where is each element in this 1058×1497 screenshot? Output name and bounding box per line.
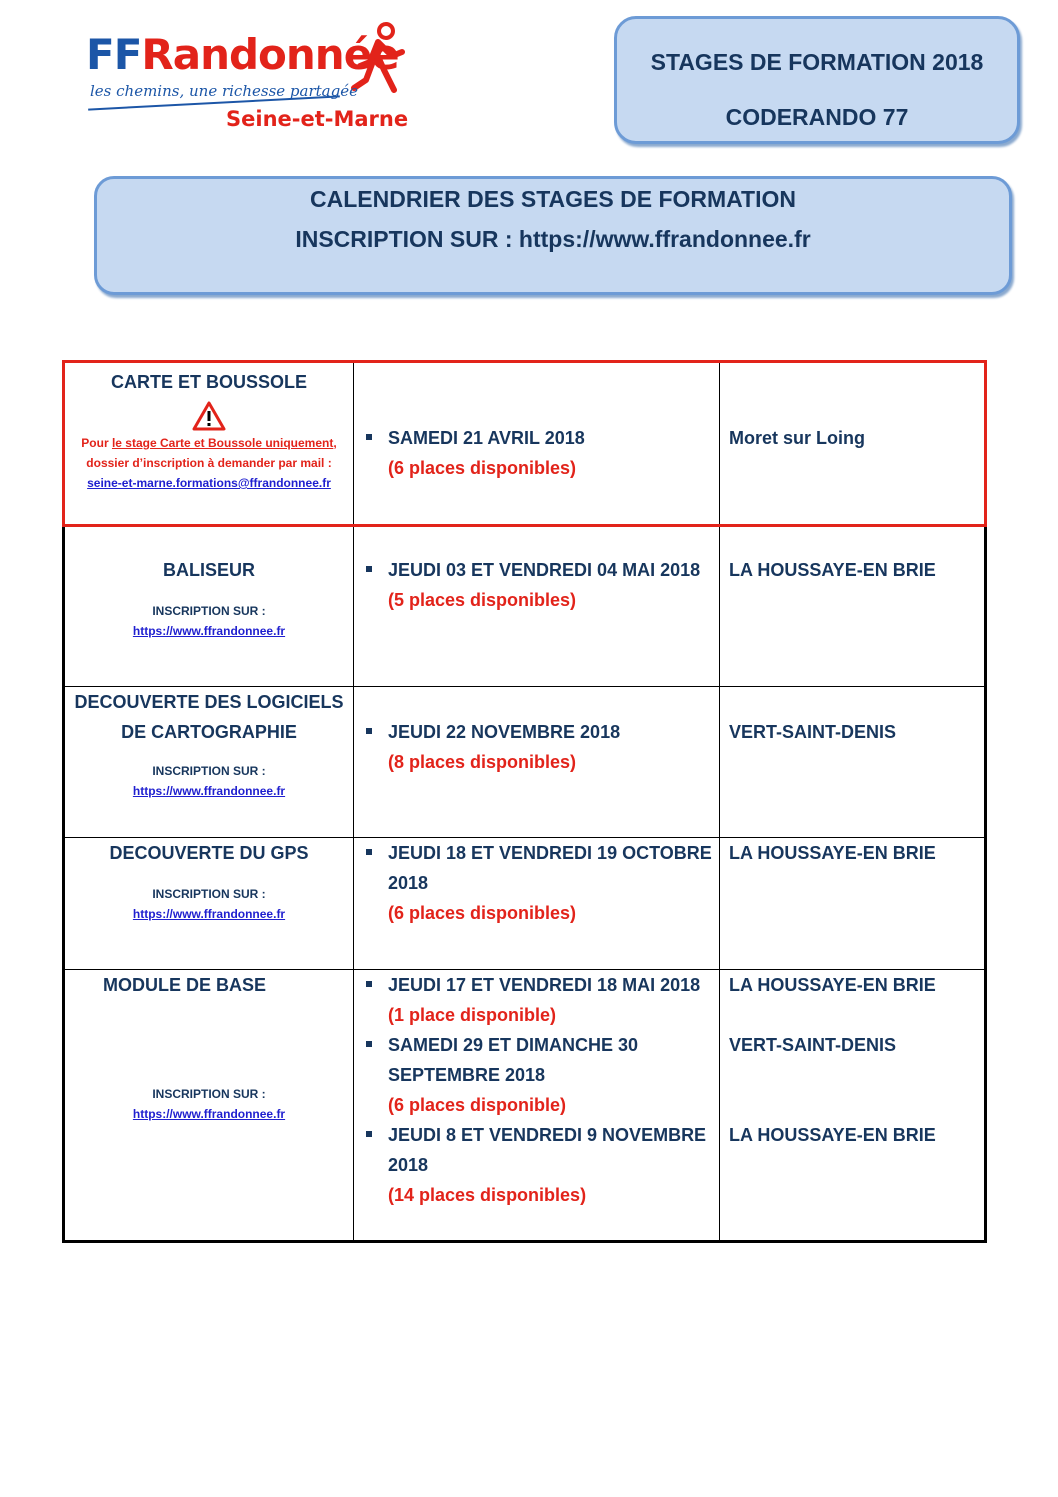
dates-cell [354, 970, 720, 1242]
session-item [364, 423, 718, 483]
session-item [364, 970, 718, 1030]
course-title-line-2: DE CARTOGRAPHIE [121, 722, 297, 742]
training-calendar-table [62, 360, 987, 1243]
course-title: CARTE ET BOUSSOLE [110, 372, 307, 392]
calendar-inscription: INSCRIPTION SUR : https://www.ffrandonnee.fr [295, 226, 811, 252]
session-date: JEUDI 22 NOVEMBRE 2018 [388, 722, 621, 742]
location-cell [720, 526, 986, 687]
table-row [64, 362, 986, 526]
dates-cell [354, 526, 720, 687]
table-row [64, 526, 986, 687]
note-prefix: Pour [81, 436, 112, 450]
session-date-line-1: JEUDI 8 ET VENDREDI 9 NOVEMBRE [388, 1125, 707, 1145]
session-date: JEUDI 03 ET VENDREDI 04 MAI 2018 [388, 560, 701, 580]
session-date: SAMEDI 21 AVRIL 2018 [388, 428, 585, 448]
course-cell [64, 970, 354, 1242]
session-location: Moret sur Loing [729, 428, 865, 448]
dates-cell [354, 362, 720, 526]
location-cell [720, 970, 986, 1242]
location-cell [720, 838, 986, 970]
inscription-label: INSCRIPTION SUR : [152, 604, 266, 618]
course-cell [64, 838, 354, 970]
session-date-line-1: SAMEDI 29 ET DIMANCHE 30 [388, 1035, 639, 1055]
stages-header-box [614, 16, 1020, 144]
session-places: (6 places disponible) [388, 1095, 567, 1115]
location-cell [720, 687, 986, 838]
session-item [364, 1030, 718, 1120]
ffrandonnee-logo [86, 22, 409, 132]
inscription-link[interactable]: https://www.ffrandonnee.fr [132, 907, 286, 921]
course-cell [64, 362, 354, 526]
session-location: VERT-SAINT-DENIS [729, 722, 897, 742]
inscription-label: INSCRIPTION SUR : [152, 1087, 266, 1101]
inscription-label: INSCRIPTION SUR : [152, 764, 266, 778]
logo-tagline: les chemins, une richesse partagée [90, 82, 358, 100]
session-location: LA HOUSSAYE-EN BRIE [729, 1125, 936, 1145]
logo-region: Seine-et-Marne [226, 107, 409, 131]
inscription-link[interactable]: https://www.ffrandonnee.fr [132, 784, 286, 798]
session-item [364, 1120, 718, 1210]
calendar-title-box [94, 176, 1012, 295]
warning-icon [192, 401, 226, 431]
inscription-link[interactable]: https://www.ffrandonnee.fr [132, 1107, 286, 1121]
course-title: MODULE DE BASE [103, 975, 267, 995]
session-item [364, 717, 718, 777]
carte-note-line-2: dossier d’inscription à demander par mail : [86, 456, 332, 470]
course-title: BALISEUR [162, 560, 255, 580]
table-row [64, 970, 986, 1242]
carte-note-line-1 [66, 433, 352, 453]
note-suffix: , [333, 436, 337, 450]
session-location: VERT-SAINT-DENIS [729, 1035, 897, 1055]
session-date-line-2: 2018 [388, 1155, 429, 1175]
session-item [364, 555, 718, 615]
course-title: DECOUVERTE DU GPS [109, 843, 309, 863]
session-date-line-2: 2018 [388, 873, 429, 893]
formations-email-link[interactable]: seine-et-marne.formations@ffrandonnee.fr [87, 476, 331, 490]
dates-cell [354, 838, 720, 970]
session-date: JEUDI 17 ET VENDREDI 18 MAI 2018 [388, 975, 701, 995]
note-underlined: le stage Carte et Boussole uniquement [111, 436, 334, 450]
logo-ff-text: FF [86, 30, 142, 79]
session-item [364, 838, 718, 928]
session-places: (14 places disponibles) [388, 1185, 587, 1205]
session-location: LA HOUSSAYE-EN BRIE [729, 843, 936, 863]
course-cell [64, 526, 354, 687]
session-places: (1 place disponible) [388, 1005, 557, 1025]
course-title-line-1: DECOUVERTE DES LOGICIELS [74, 692, 344, 712]
session-date-line-2: SEPTEMBRE 2018 [388, 1065, 546, 1085]
course-cell [64, 687, 354, 838]
session-places: (6 places disponibles) [388, 903, 577, 923]
header-line-2: CODERANDO 77 [725, 104, 909, 130]
session-location: LA HOUSSAYE-EN BRIE [729, 560, 936, 580]
session-date-line-1: JEUDI 18 ET VENDREDI 19 OCTOBRE [388, 843, 712, 863]
inscription-link[interactable]: https://www.ffrandonnee.fr [132, 624, 286, 638]
header-line-1: STAGES DE FORMATION 2018 [650, 49, 984, 75]
table-row [64, 838, 986, 970]
table-row [64, 687, 986, 838]
calendar-title: CALENDRIER DES STAGES DE FORMATION [310, 186, 796, 212]
location-cell [720, 362, 986, 526]
session-places: (8 places disponibles) [388, 752, 577, 772]
dates-cell [354, 687, 720, 838]
session-places: (6 places disponibles) [388, 458, 577, 478]
logo-randonnee-text: Randonnée [141, 30, 399, 79]
inscription-label: INSCRIPTION SUR : [152, 887, 266, 901]
session-location: LA HOUSSAYE-EN BRIE [729, 975, 936, 995]
session-places: (5 places disponibles) [388, 590, 577, 610]
